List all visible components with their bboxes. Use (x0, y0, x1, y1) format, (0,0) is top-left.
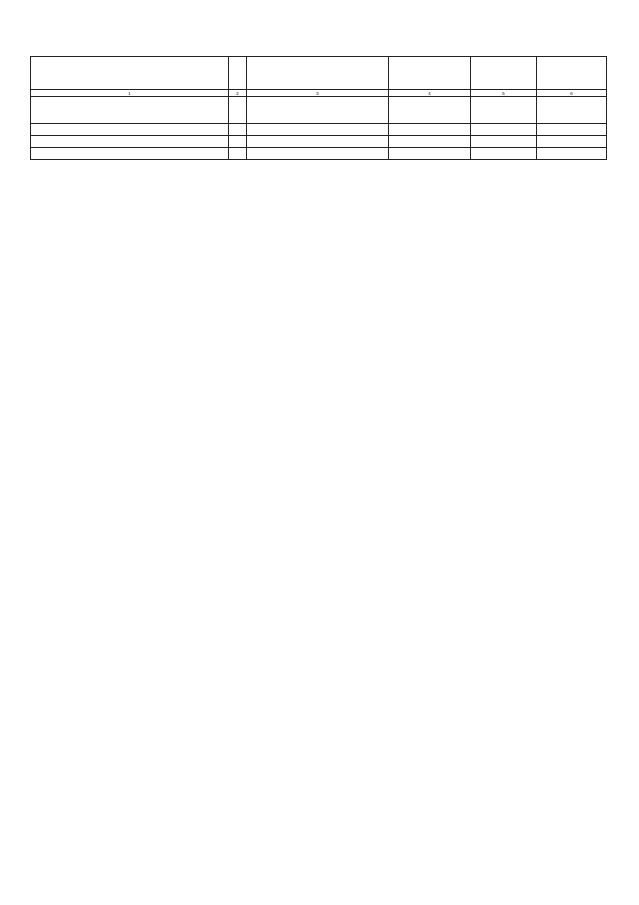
cell-line-code (229, 97, 247, 124)
cell-indicator-name (31, 97, 229, 124)
cell-executed (471, 148, 537, 160)
cell-approved-appropriations (389, 97, 471, 124)
table-row (31, 148, 607, 160)
cell-unexecuted-appropriations (537, 97, 607, 124)
cell-line-code (229, 136, 247, 148)
header-budget-classification-code (247, 57, 389, 90)
header-indicator-name (31, 57, 229, 90)
column-number: 4 (389, 90, 471, 97)
cell-line-code (229, 124, 247, 136)
column-number: 5 (471, 90, 537, 97)
cell-indicator-name (31, 124, 229, 136)
column-number: 3 (247, 90, 389, 97)
cell-budget-classification-code (247, 124, 389, 136)
table-header-row (31, 57, 607, 90)
header-unexecuted-appropriations (537, 57, 607, 90)
header-approved-appropriations (389, 57, 471, 90)
header-line-code (229, 57, 247, 90)
cell-approved-appropriations (389, 148, 471, 160)
column-number: 2 (229, 90, 247, 97)
budget-execution-table-wrapper (30, 56, 606, 160)
cell-unexecuted-appropriations (537, 136, 607, 148)
cell-executed (471, 136, 537, 148)
cell-approved-appropriations (389, 136, 471, 148)
cell-unexecuted-appropriations (537, 148, 607, 160)
cell-budget-classification-code (247, 148, 389, 160)
cell-line-code (229, 148, 247, 160)
cell-approved-appropriations (389, 124, 471, 136)
budget-execution-table (30, 56, 607, 160)
cell-executed (471, 124, 537, 136)
table-row (31, 124, 607, 136)
table-section-row (31, 97, 607, 124)
column-number: 6 (537, 90, 607, 97)
column-number: 1 (31, 90, 229, 97)
column-number-row (31, 90, 607, 97)
cell-executed (471, 97, 537, 124)
cell-indicator-name (31, 136, 229, 148)
table-body (31, 97, 607, 160)
cell-budget-classification-code (247, 136, 389, 148)
cell-budget-classification-code (247, 97, 389, 124)
cell-unexecuted-appropriations (537, 124, 607, 136)
table-row (31, 136, 607, 148)
cell-indicator-name (31, 148, 229, 160)
header-executed (471, 57, 537, 90)
